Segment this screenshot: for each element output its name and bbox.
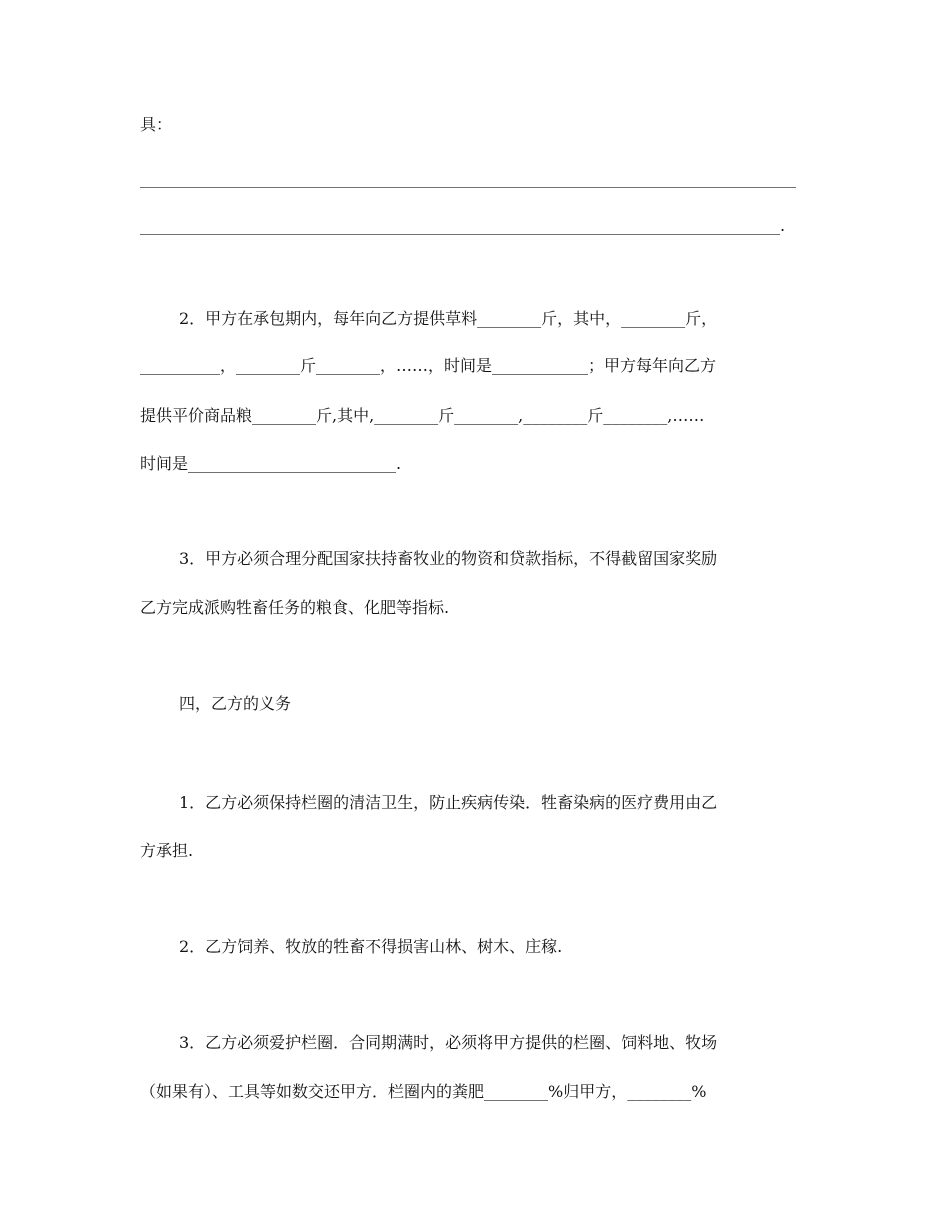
clause-2-line-1: 2．甲方在承包期内，每年向乙方提供草料________斤，其中，________斤， — [179, 309, 718, 328]
clause-2-line-4: 时间是__________________________. — [140, 454, 402, 473]
obligation-1-line-2: 方承担. — [140, 841, 194, 860]
clause-3-line-1: 3．甲方必须合理分配国家扶持畜牧业的物资和贷款指标，不得截留国家奖励 — [179, 549, 718, 568]
blank-line-2: ________________________________________________________________________________. — [140, 216, 786, 235]
obligation-3-line-2: （如果有）、工具等如数交还甲方．栏圈内的粪肥________%归甲方，________% — [140, 1082, 707, 1101]
text-line-1: 具： — [140, 115, 173, 134]
blank-line-1: __________________________________________________________________________________ — [140, 169, 796, 188]
obligation-1-line-1: 1．乙方必须保持栏圈的清洁卫生，防止疾病传染．牲畜染病的医疗费用由乙 — [179, 793, 718, 812]
obligation-3-line-1: 3．乙方必须爱护栏圈．合同期满时，必须将甲方提供的栏圈、饲料地、牧场 — [179, 1033, 718, 1052]
obligation-2-line-1: 2．乙方饲养、牧放的牲畜不得损害山林、树木、庄稼. — [179, 937, 563, 956]
clause-2-line-2: __________，________斤________，……，时间是____________；甲方每年向乙方 — [140, 356, 717, 375]
clause-2-line-3: 提供平价商品粮________斤,其中,________斤________,________斤________,…… — [140, 406, 705, 425]
section-heading: 四，乙方的义务 — [179, 694, 292, 713]
clause-3-line-2: 乙方完成派购牲畜任务的粮食、化肥等指标. — [140, 598, 450, 617]
